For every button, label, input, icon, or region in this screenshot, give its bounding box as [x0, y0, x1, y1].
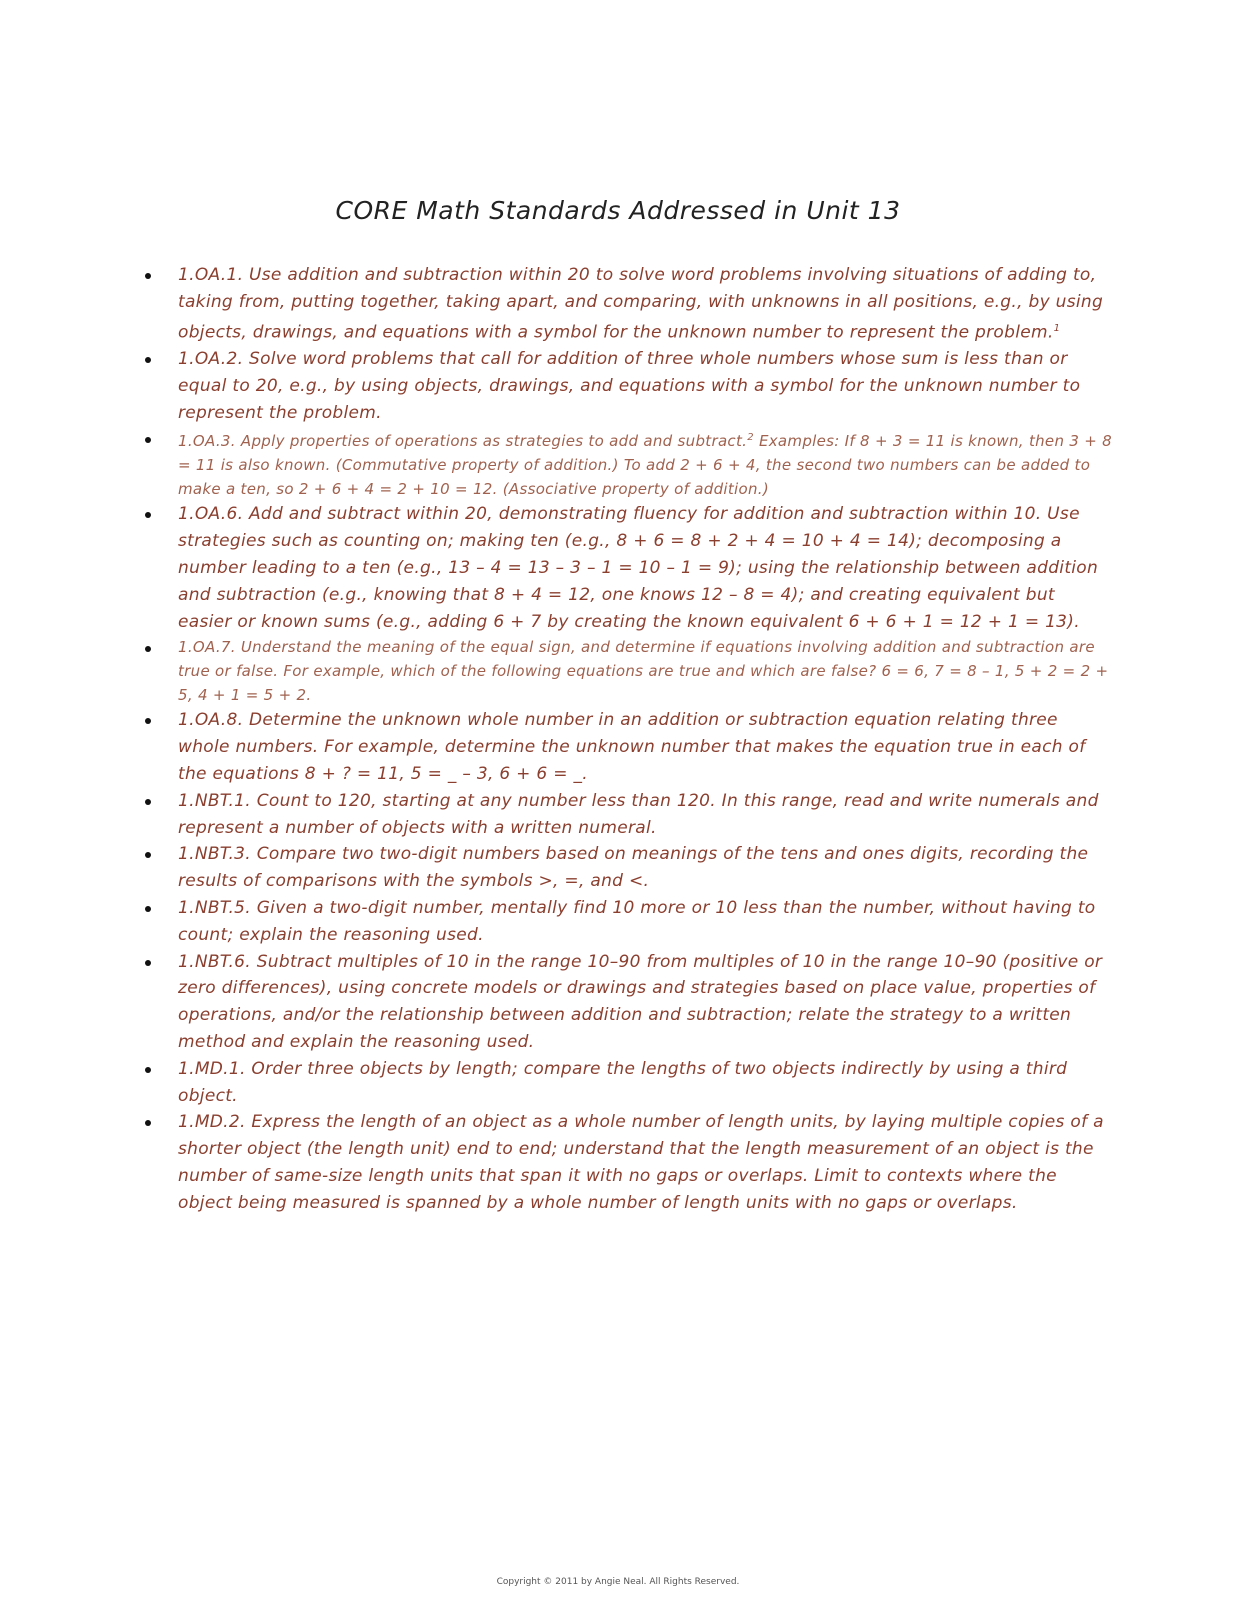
page-title: CORE Math Standards Addressed in Unit 13 [335, 196, 901, 225]
standard-text: 1.MD.2. Express the length of an object as a whole number of length units, by laying multiple copies of a shorter object (the length unit) end to end; understand that the length measurement of an object is the number of same-size length units that span it with no gaps or overlaps. Limit to contexts where the object being measured is spanned by a whole number of length units with no gaps or overlaps. [178, 1112, 1104, 1213]
standard-item [178, 1056, 1113, 1110]
standard-text: 1.NBT.1. Count to 120, starting at any number less than 120. In this range, read and write numerals and represent a number of objects with a written numeral. [178, 790, 1099, 838]
standard-text: 1.OA.7. Understand the meaning of the equal sign, and determine if equations involving addition and subtraction are true or false. For example, which of the following equations are true and which are false? 6 = 6, 7 = 8 – 1, 5 + 2 = 2 + 5, 4 + 1 = 5 + 2. [178, 638, 1109, 705]
standard-item [178, 949, 1113, 1056]
standard-text: 1.OA.2. Solve word problems that call for addition of three whole numbers whose sum is less than or equal to 20, e.g., by using objects, drawings, and equations with a symbol for the unknown number to represent the problem. [178, 349, 1081, 423]
standard-item [178, 346, 1113, 426]
copyright-footer: Copyright © 2011 by Angie Neal. All Rights Reserved. [496, 1577, 740, 1587]
standard-text: 1.OA.3. Apply properties of operations as strategies to add and subtract. [178, 432, 748, 451]
standard-text: 1.OA.6. Add and subtract within 20, demonstrating fluency for addition and subtraction within 10. Use strategies such as counting on; making ten (e.g., 8 + 6 = 8 + 2 + 4 = 10 + 4 = 14); decomposing a number leading to a ten (e.g., 13 – 4 = 13 – 3 – 1 = 10 – 1 = 9); using the relationship between addition and subtraction (e.g., knowing that 8 + 4 = 12, one knows 12 – 8 = 4); and creating equivalent but easier or known sums (e.g., adding 6 + 7 by creating the known equivalent 6 + 6 + 1 = 12 + 1 = 13). [178, 504, 1099, 632]
standard-item [178, 635, 1113, 707]
standard-item [178, 788, 1113, 842]
standard-item [178, 841, 1113, 895]
standard-text: 1.NBT.6. Subtract multiples of 10 in the range 10–90 from multiples of 10 in the range 10–90 (positive or zero differences), using concrete models or drawings and strategies based on place value, properties of operations, and/or the relationship between addition and subtraction; relate the strategy to a written method and explain the reasoning used. [178, 951, 1103, 1052]
standard-examples: Examples: If 8 + 3 = 11 is known, then 3 + 8 = 11 is also known. (Commutative property of addition.) To add 2 + 6 + 4, the second two numbers can be added to make a ten, so 2 + 6 + 4 = 2 + 10 = 12. (Associative property of addition.) [178, 432, 1113, 499]
footnote-ref: 1 [1053, 322, 1061, 334]
footnote-ref: 2 [747, 432, 754, 444]
standard-text: 1.NBT.3. Compare two two-digit numbers based on meanings of the tens and ones digits, recording the results of comparisons with the symbols >, =, and <. [178, 844, 1089, 892]
standard-item [178, 895, 1113, 949]
standard-text: 1.NBT.5. Given a two-digit number, mentally find 10 more or 10 less than the number, without having to count; explain the reasoning used. [178, 898, 1096, 945]
standard-text: 1.OA.8. Determine the unknown whole number in an addition or subtraction equation relating three whole numbers. For example, determine the unknown number that makes the equation true in each of the equations 8 + ? = 11, 5 = _ – 3, 6 + 6 = _. [178, 710, 1086, 785]
standard-item [178, 501, 1113, 635]
standard-item [178, 262, 1113, 346]
standard-item [178, 426, 1113, 501]
standards-list [178, 262, 1113, 1217]
standard-item [178, 1109, 1113, 1216]
standard-item [178, 707, 1113, 787]
standard-text: 1.OA.1. Use addition and subtraction within 20 to solve word problems involving situations of adding to, taking from, putting together, taking apart, and comparing, with unknowns in all positions, e.g., by using objects, drawings, and equations with a symbol for the unknown number to represent the problem. [178, 265, 1104, 343]
standard-text: 1.MD.1. Order three objects by length; compare the lengths of two objects indirectly by using a third object. [178, 1058, 1068, 1106]
